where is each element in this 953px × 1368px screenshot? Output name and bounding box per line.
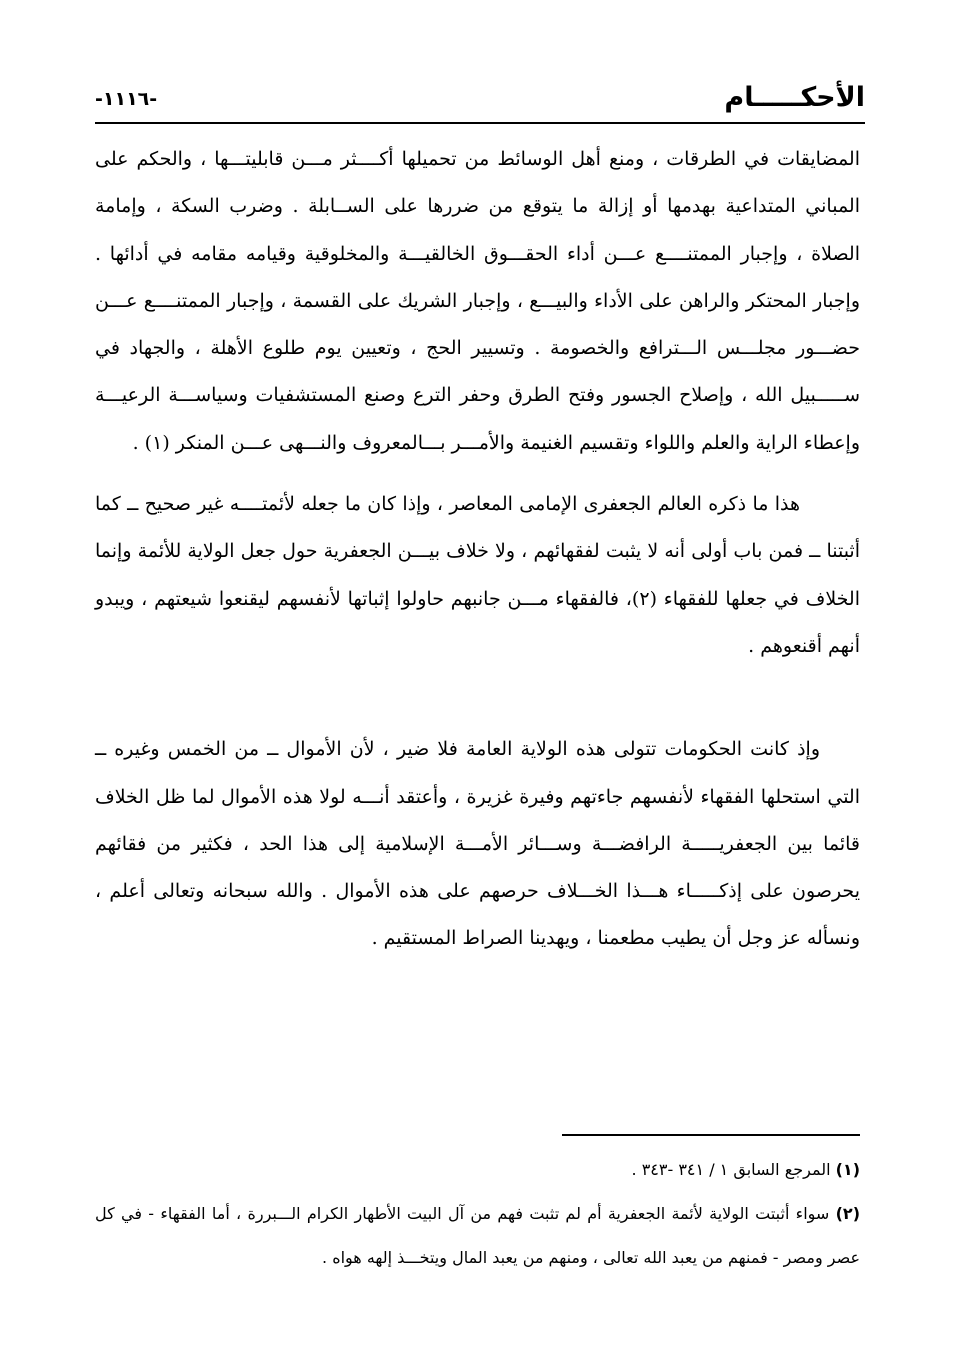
footnote-divider bbox=[562, 1134, 860, 1136]
paragraph-1: المضايقات في الطرقات ، ومنع أهل الوسائط من تحميلها أكــــثر مـــن قابليتـــها ، والحكم على المباني المتداعية بهدمها أو إزالة ما يتوقع من ضررها على الســابلة . وضرب السكة ، وإمامة الصلاة ، وإجبار الممتنــــع عـــن أداء الحقـــوق الخالقيـــة والمخلوقية وقيامه مقامه في أدائها . وإجبار المحتكر والراهن على الأداء والبيـــع ، وإجبار الشريك على القسمة ، وإجبار الممتنــــع عـــن حضـــور مجلـــس الـــترافع والخصومة . وتسيير الحج ، وتعيين يوم طلوع الأهلة ، والجهاد في ســـــبيل الله ، وإصلاح الجسور وفتح الطرق وحفر الترع وصنع المستشفيات وسياســـة الرعيـــة وإعطاء الراية والعلم واللواء وتقسيم الغنيمة والأمـــر بـــالمعروف والنـــهى عـــن المنكر (١) . bbox=[95, 148, 860, 454]
footnote-1 bbox=[95, 1148, 860, 1192]
footnote-1-mark: (١) bbox=[835, 1160, 860, 1179]
footnotes bbox=[95, 1148, 860, 1280]
paragraph-3: وإذ كانت الحكومات تتولى هذه الولاية العامة فلا ضير ، لأن الأموال ــ من الخمس وغيره ــ التي استحلها الفقهاء لأنفسهم جاءتهم وفيرة غزيرة ، وأعتقد أنـــه لولا هذه الأموال لما ظل الخلاف قائما بين الجعفريـــــة الرافضـــة وســـائر الأمـــة الإسلامية إلى هذا الحد ، فكثير من فقائهم يحرصون على إذكـــــاء هـــذا الخـــلاف حرصهم على هذه الأموال . والله سبحانه وتعالى أعلم ، ونسأله عز وجل أن يطيب مطعمنا ، ويهدينا الصراط المستقيم . bbox=[95, 738, 860, 950]
paragraph-2: هذا ما ذكره العالم الجعفرى الإمامى المعاصر ، وإذا كان ما جعله لأئمتــــه غير صحيح ــ كما أثبتنا ــ فمن باب أولى أنه لا يثبت لفقهائهم ، ولا خلاف بيـــن الجعفرية حول جعل الولاية للأئمة وإنما الخلاف في جعلها للفقهاء (٢)، فالفقهاء مـــن جانبهم حاولوا إثباتها لأنفسهم ليقنعوا شيعتهم ، ويبدو أنهم أقنعوهم . bbox=[95, 493, 860, 657]
body-text bbox=[95, 136, 860, 963]
footnote-1-text: المرجع السابق ١ / ٣٤١ -٣٤٣ . bbox=[631, 1160, 831, 1179]
header-title: الأحكـــــام bbox=[724, 82, 865, 113]
footnote-2-text: سواء أثبتت الولاية لأئمة الجعفرية أم لم تثبت فهم من آل البيت الأطهار الكرام الـــبررة ، أما الفقهاء - في كل عصر ومصر - فمنهم من يعبد الله تعالى ، ومنهم من يعبد المال ويتخـــذ إلهه هواه . bbox=[95, 1204, 860, 1267]
page-number: -١١١٦- bbox=[95, 88, 158, 110]
footnote-2 bbox=[95, 1192, 860, 1280]
page-header bbox=[95, 82, 865, 122]
footnote-2-mark: (٢) bbox=[835, 1204, 860, 1223]
header-divider bbox=[95, 122, 865, 124]
